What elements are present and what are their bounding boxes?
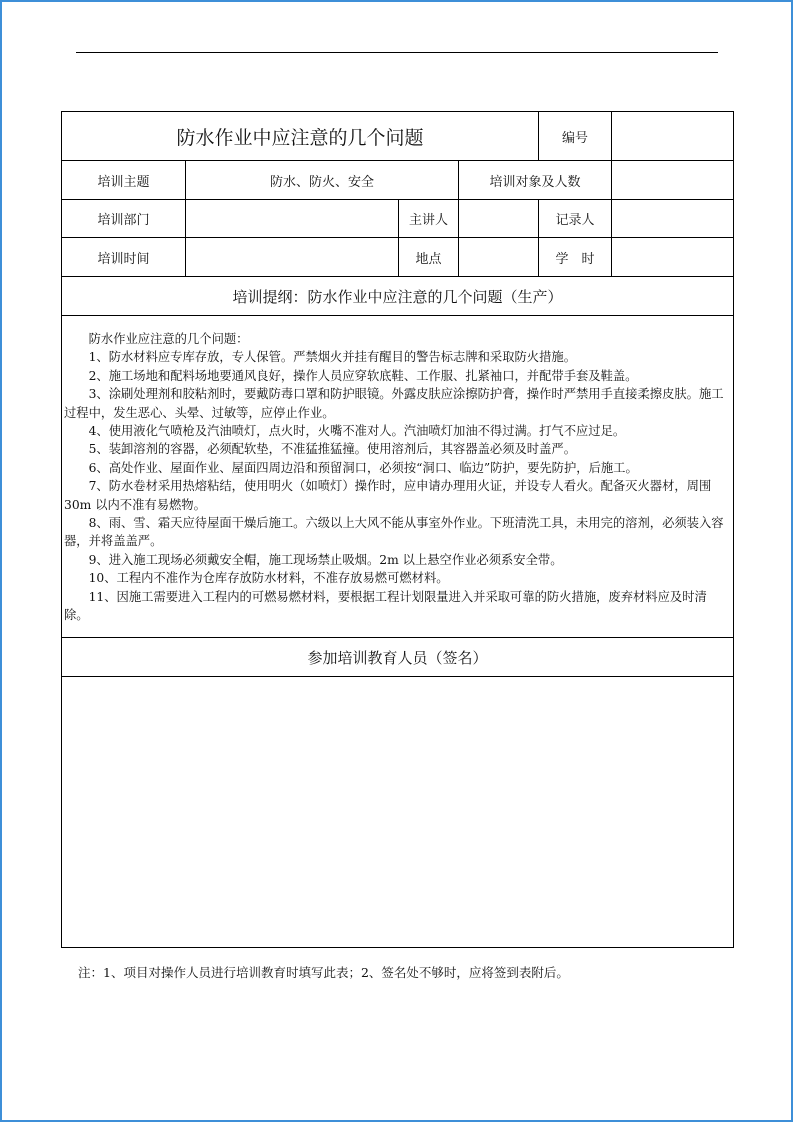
location-label: 地点 bbox=[399, 238, 459, 277]
department-label: 培训部门 bbox=[62, 200, 186, 238]
outline-line: 7、防水卷材采用热熔粘结，使用明火（如喷灯）操作时，应申请办理用火证，并设专人看火。配备灭火器材，周围 30m 以内不准有易燃物。 bbox=[64, 479, 712, 512]
signature-heading: 参加培训教育人员（签名） bbox=[62, 638, 734, 677]
time-label: 培训时间 bbox=[62, 238, 186, 277]
lecturer-field[interactable] bbox=[459, 200, 539, 238]
header-rule bbox=[76, 52, 718, 53]
outline-line: 防水作业应注意的几个问题： bbox=[88, 332, 249, 346]
hours-field[interactable] bbox=[612, 238, 734, 277]
outline-line: 11、因施工需要进入工程内的可燃易燃材料，要根据工程计划限量进入并采取可靠的防火措施，废弃材料应及时清除。 bbox=[64, 589, 707, 623]
location-field[interactable] bbox=[459, 238, 539, 277]
topic-label: 培训主题 bbox=[62, 161, 186, 200]
recorder-label: 记录人 bbox=[539, 200, 612, 238]
number-label: 编号 bbox=[539, 112, 612, 161]
outline-line: 3、涂刷处理剂和胶粘剂时，要戴防毒口罩和防护眼镜。外露皮肤应涂擦防护膏，操作时严禁用手直接柔擦皮肤。施工过程中，发生恶心、头晕、过敏等，应停止作业。 bbox=[64, 387, 724, 420]
document-title: 防水作业中应注意的几个问题 bbox=[62, 112, 539, 161]
outline-content bbox=[62, 316, 734, 638]
outline-line: 2、施工场地和配料场地要通风良好，操作人员应穿软底鞋、工作服、扎紧袖口，并配带手套及鞋盖。 bbox=[88, 368, 638, 383]
audience-label: 培训对象及人数 bbox=[459, 161, 612, 200]
recorder-field[interactable] bbox=[612, 200, 734, 238]
footnote: 注：1、项目对操作人员进行培训教育时填写此表；2、签名处不够时，应将签到表附后。 bbox=[78, 965, 569, 980]
outline-line: 8、雨、雪、霜天应待屋面干燥后施工。六级以上大风不能从事室外作业。下班清洗工具，未用完的溶剂，必须装入容器，并将盖盖严。 bbox=[64, 516, 724, 549]
signature-area[interactable] bbox=[62, 677, 734, 948]
outline-heading: 培训提纲：防水作业中应注意的几个问题（生产） bbox=[62, 277, 734, 316]
department-field[interactable] bbox=[186, 200, 399, 238]
training-record-table bbox=[61, 111, 734, 948]
number-field[interactable] bbox=[612, 112, 734, 161]
outline-line: 6、高处作业、屋面作业、屋面四周边沿和预留洞口，必须按“洞口、临边”防护，要先防护，后施工。 bbox=[88, 460, 638, 475]
outline-line: 10、工程内不准作为仓库存放防水材料，不准存放易燃可燃材料。 bbox=[88, 571, 449, 586]
lecturer-label: 主讲人 bbox=[399, 200, 459, 238]
outline-line: 4、使用液化气喷枪及汽油喷灯，点火时，火嘴不准对人。汽油喷灯加油不得过满。打气不应过足。 bbox=[88, 424, 626, 439]
hours-label: 学 时 bbox=[539, 238, 612, 277]
outline-line: 1、防水材料应专库存放，专人保管。严禁烟火并挂有醒目的警告标志牌和采取防火措施。 bbox=[88, 350, 576, 365]
topic-value: 防水、防火、安全 bbox=[186, 161, 459, 200]
time-field[interactable] bbox=[186, 238, 399, 277]
outline-line: 9、进入施工现场必须戴安全帽，施工现场禁止吸烟。2m 以上悬空作业必须系安全带。 bbox=[88, 552, 563, 567]
audience-field[interactable] bbox=[612, 161, 734, 200]
outline-line: 5、装卸溶剂的容器，必须配软垫，不准猛推猛撞。使用溶剂后，其容器盖必须及时盖严。 bbox=[88, 442, 576, 457]
